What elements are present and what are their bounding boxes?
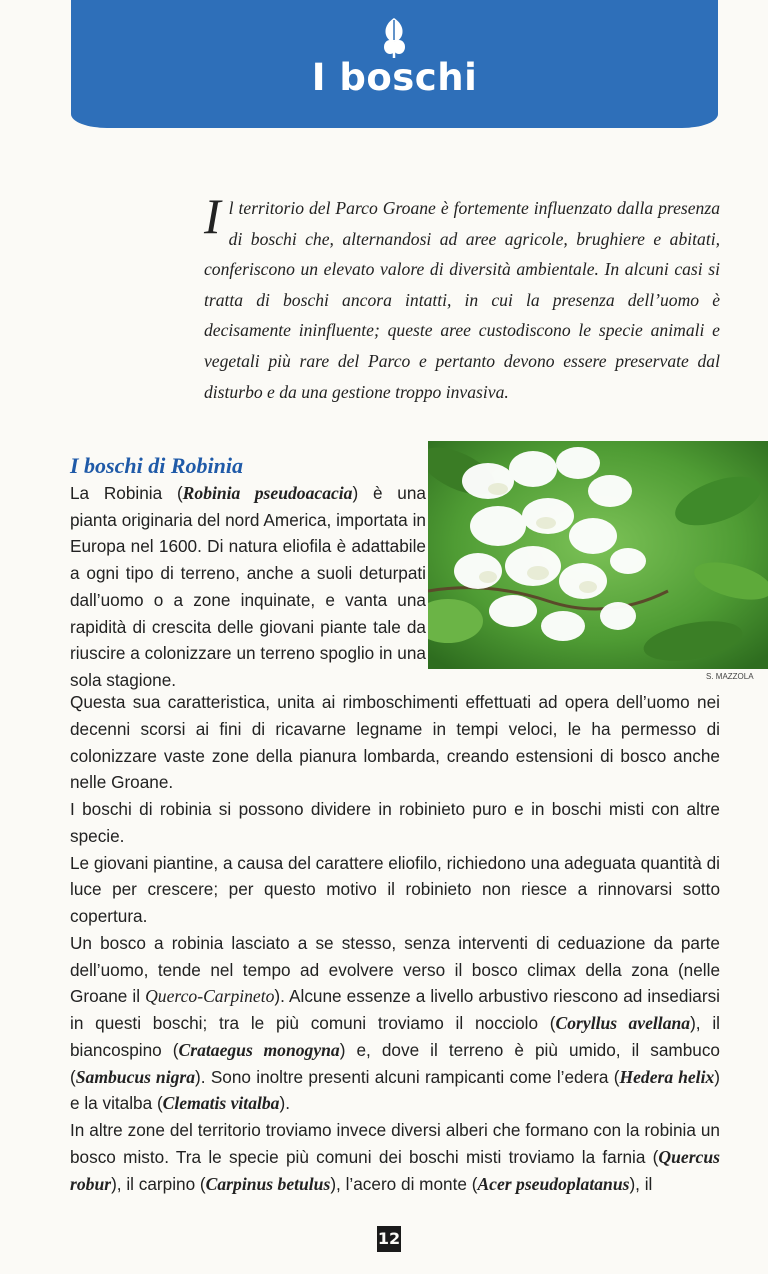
intro-text: l territorio del Parco Groane è fortemente influenzato dalla presenza di boschi che, alternandosi ad aree agricole, brughiere e abitati, conferiscono un elevato valore di diversità ambientale. In alcuni casi si tratta di boschi ancora intatti, in cui la presenza dell’uomo è decisamente ininfluente; queste aree custodiscono le specie animali e vegetali più rare del Parco e pertanto devono essere preservate dal disturbo e da una gestione troppo invasiva. — [204, 198, 720, 402]
sci-name-crataegus: Crataegus monogyna — [178, 1039, 340, 1060]
section-title: I boschi di Robinia — [70, 453, 243, 478]
sci-name-robinia: Robinia pseudoacacia — [182, 483, 353, 503]
leaf-acorn-icon — [377, 16, 411, 60]
page-title: I boschi — [311, 56, 478, 99]
body-text — [70, 689, 720, 1197]
paragraph-4: Le giovani piantine, a causa del carattere eliofilo, richiedono una adeguata quantità di luce per crescere; per questo motivo il robinieto non riesce a rinnovarsi sotto copertura. — [70, 852, 720, 926]
sci-name-corylus: Coryllus avellana — [555, 1013, 691, 1033]
sci-name-carpinus: Carpinus betulus — [205, 1173, 331, 1194]
p5-text-g: ). — [279, 1093, 290, 1114]
photo-credit: S. MAZZOLA — [706, 672, 754, 681]
paragraph-3: I boschi di robinia si possono dividere in robinieto puro e in boschi misti con altre specie. — [70, 799, 720, 846]
querco-carpineto: Querco-Carpineto — [145, 986, 275, 1007]
p1-text-a: La Robinia ( — [70, 483, 183, 503]
p5-text-b: ). Alcune essenze a livello arbustivo riescono ad insediarsi in questi boschi; tra le più comuni troviamo il nocciolo ( — [70, 986, 721, 1033]
paragraph-5 — [70, 930, 720, 1117]
p5-text-d: ) e, dove il terreno è più umido, il sambuco ( — [70, 1039, 720, 1087]
paragraph-1 — [70, 480, 426, 694]
robinia-flower-photo — [428, 441, 768, 669]
p5-text-e: ). Sono inoltre presenti alcuni rampicanti come l’edera ( — [195, 1066, 620, 1087]
p5-text-a: Un bosco a robinia lasciato a se stesso, senza interventi di ceduazione da parte dell’uomo, tende nel tempo ad evolvere verso il bosco climax della zona (nelle Groane il — [70, 932, 720, 1007]
sci-name-hedera: Hedera helix — [619, 1066, 715, 1087]
sci-name-quercus: Quercus robur — [70, 1146, 720, 1194]
intro-dropcap: I — [204, 188, 221, 244]
p5-text-f: ) e la vitalba ( — [70, 1066, 720, 1114]
p6-text-d: ), il — [629, 1173, 653, 1194]
page-number: 12 — [377, 1226, 401, 1252]
sci-name-clematis: Clematis vitalba — [162, 1093, 280, 1114]
p5-text-c: ), il biancospino ( — [70, 1013, 720, 1060]
p6-text-c: ), l’acero di monte ( — [330, 1173, 478, 1194]
intro-paragraph — [204, 188, 720, 407]
p6-text-a: In altre zone del territorio troviamo invece diversi alberi che formano con la robinia un bosco misto. Tra le specie più comuni dei boschi misti troviamo la farnia ( — [70, 1120, 720, 1167]
paragraph-2: Questa sua caratteristica, unita ai rimboschimenti effettuati ad opera dell’uomo nei decenni scorsi ai fini di ricavarne legname in tempi veloci, le ha permesso di colonizzare vaste zone della pianura lombarda, creando estensioni di bosco anche nelle Groane. — [70, 692, 720, 793]
p1-text-b: ) è una pianta originaria del nord America, importata in Europa nel 1600. Di natura eliofila è adattabile a ogni tipo di terreno, anche a suoli deturpati dall’uomo o a zone inquinate, e vanta una rapidità di crescita delle giovani piante tale da riuscire a colonizzare un terreno spoglio in una sola stagione. — [70, 483, 426, 690]
sci-name-sambucus: Sambucus nigra — [75, 1066, 196, 1087]
sci-name-acer: Acer pseudoplatanus — [477, 1173, 630, 1194]
p6-text-b: ), il carpino ( — [111, 1173, 206, 1194]
paragraph-6 — [70, 1117, 720, 1197]
